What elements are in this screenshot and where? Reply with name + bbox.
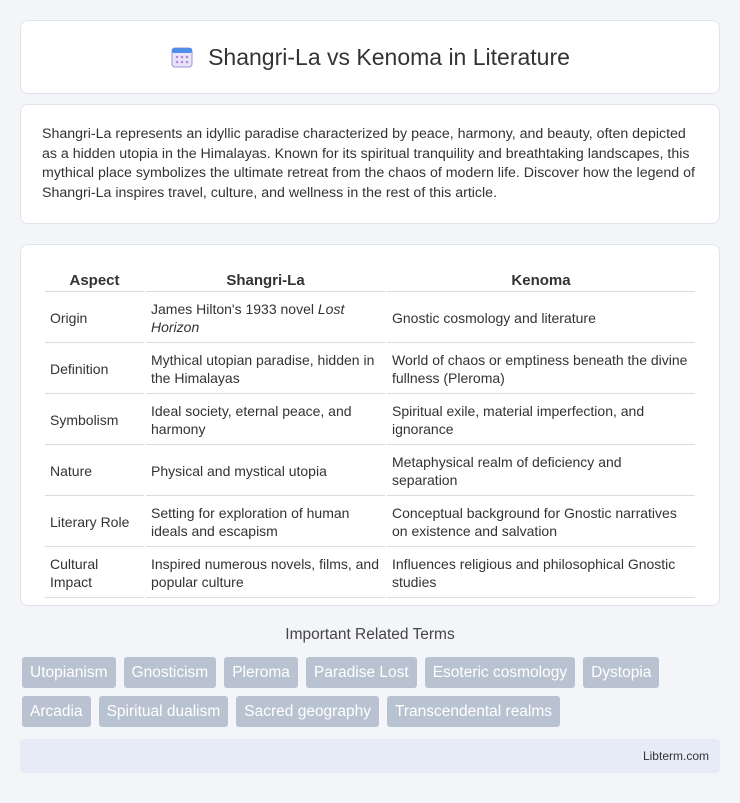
column-header-kenoma: Kenoma: [387, 266, 695, 292]
table-row: [45, 498, 695, 547]
tag-arcadia[interactable]: Arcadia: [22, 696, 91, 727]
kenoma-cell: Metaphysical realm of deficiency and separation: [387, 447, 695, 496]
footer: [20, 739, 720, 773]
tag-esoteric-cosmology[interactable]: Esoteric cosmology: [425, 657, 575, 688]
comparison-table: [43, 264, 697, 600]
related-tags: [22, 657, 722, 735]
shangri-la-cell: Ideal society, eternal peace, and harmony: [146, 396, 385, 445]
shangri-la-cell: [146, 294, 385, 343]
tag-dystopia[interactable]: Dystopia: [583, 657, 659, 688]
kenoma-cell: World of chaos or emptiness beneath the divine fullness (Pleroma): [387, 345, 695, 394]
table-row: [45, 345, 695, 394]
tag-transcendental-realms[interactable]: Transcendental realms: [387, 696, 560, 727]
shangri-la-cell: Mythical utopian paradise, hidden in the Himalayas: [146, 345, 385, 394]
table-header-row: [45, 266, 695, 292]
table-row: [45, 396, 695, 445]
footer-site-link[interactable]: Libterm.com: [642, 749, 709, 763]
aspect-cell: Symbolism: [45, 396, 144, 445]
page-title: Shangri-La vs Kenoma in Literature: [208, 43, 570, 70]
kenoma-cell: Spiritual exile, material imperfection, and ignorance: [387, 396, 695, 445]
tag-pleroma[interactable]: Pleroma: [224, 657, 298, 688]
kenoma-cell: Influences religious and philosophical Gnostic studies: [387, 549, 695, 598]
calendar-icon: [170, 45, 194, 69]
aspect-cell: Origin: [45, 294, 144, 343]
comparison-table-card: [20, 244, 720, 606]
table-row: [45, 447, 695, 496]
aspect-cell: Cultural Impact: [45, 549, 144, 598]
tag-paradise-lost[interactable]: Paradise Lost: [306, 657, 417, 688]
tag-gnosticism[interactable]: Gnosticism: [124, 657, 217, 688]
table-row: [45, 294, 695, 343]
related-terms-section: [0, 626, 740, 644]
aspect-cell: Literary Role: [45, 498, 144, 547]
kenoma-cell: Gnostic cosmology and literature: [387, 294, 695, 343]
table-row: [45, 549, 695, 598]
shangri-la-cell: Physical and mystical utopia: [146, 447, 385, 496]
tag-spiritual-dualism[interactable]: Spiritual dualism: [99, 696, 229, 727]
aspect-cell: Definition: [45, 345, 144, 394]
intro-text: Shangri-La represents an idyllic paradise characterized by peace, harmony, and beauty, often depicted as a hidden utopia in the Himalayas. Known for its spiritual tranquility and breathtaking landscapes, this mythical place symbolizes the ultimate retreat from the chaos of modern life. Discover how the legend of Shangri-La inspires travel, culture, and wellness in the rest of this article.: [42, 126, 695, 201]
shangri-la-cell: Setting for exploration of human ideals and escapism: [146, 498, 385, 547]
aspect-cell: Nature: [45, 447, 144, 496]
intro-card: [20, 104, 720, 224]
column-header-aspect: Aspect: [45, 266, 144, 292]
shangri-la-cell: Inspired numerous novels, films, and popular culture: [146, 549, 385, 598]
kenoma-cell: Conceptual background for Gnostic narratives on existence and salvation: [387, 498, 695, 547]
tag-sacred-geography[interactable]: Sacred geography: [236, 696, 379, 727]
novel-title: Lost Horizon: [151, 301, 345, 335]
related-terms-heading: Important Related Terms: [285, 626, 455, 643]
column-header-shangri-la: Shangri-La: [146, 266, 385, 292]
shangri-la-cell-text: James Hilton's 1933 novel: [151, 301, 318, 317]
tag-utopianism[interactable]: Utopianism: [22, 657, 116, 688]
header-card: [20, 20, 720, 94]
